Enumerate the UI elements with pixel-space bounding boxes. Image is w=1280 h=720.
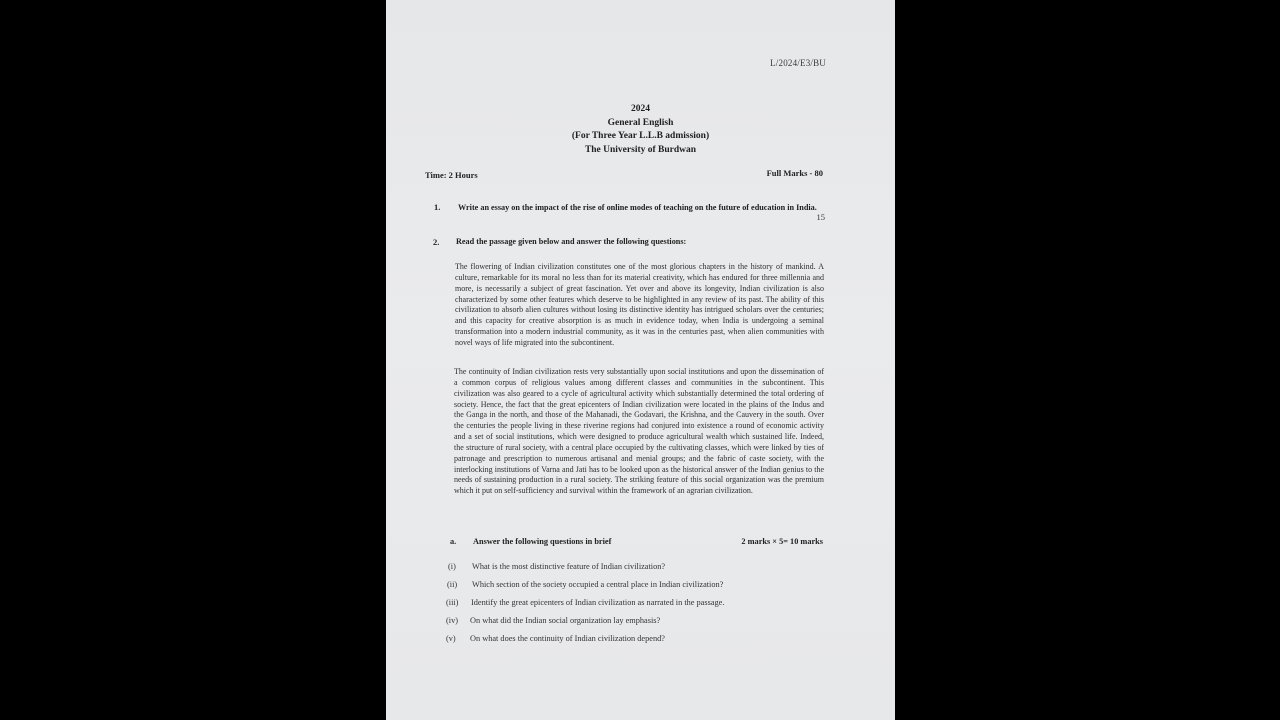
heading-course: (For Three Year L.L.B admission) [571,131,710,141]
sub-question-label: a. [450,537,457,546]
heading-university: The University of Burdwan [584,144,697,155]
question-marks: 15 [816,212,825,222]
sub-question-number: (iii) [446,598,459,607]
sub-question-text: On what did the Indian social organization lay emphasis? [470,616,661,625]
question-text: Write an essay on the impact of the rise of online modes of teaching on the future of education in India. [458,203,817,212]
exam-paper-page [386,0,895,720]
sub-question-text: On what does the continuity of Indian civilization depend? [470,634,665,643]
sub-question-text: What is the most distinctive feature of Indian civilization? [472,562,666,571]
passage-paragraph: The continuity of Indian civilization rests very substantially upon social institutions and upon the dissemination of a common corpus of religious values among different classes and communities in the subcontinent. This civilization was also geared to a cycle of agricultural activity which substantially determined the total ordering of society. Hence, the fact that the great epicenters of Indian civilization were located in the plains of the Indus and the Ganga in the north, and those of the Mahanadi, the Godavari, the Krishna, and the Cauvery in the south. Over the centuries the people living in these riverine regions had conjured into existence a round of economic activity and a set of social institutions, which were designed to produce agricultural wealth which sustained life. Indeed, the structure of rural society, with a central place occupied by the cultivating classes, which were linked by ties of patronage and prescription to numerous artisanal and menial groups; and the fabric of caste society, with the interlocking institutions of Varna and Jati has to be looked upon as the historical answer of the Indian genius to the needs of sustaining production in a rural society. The striking feature of this social organization was the premium which it put on self-sufficiency and survival within the framework of an agrarian civilization. [454,367,824,496]
sub-question-number: (i) [448,562,456,571]
sub-question-number: (v) [446,634,456,643]
sub-question-text: Which section of the society occupied a central place in Indian civilization? [472,580,724,589]
full-marks: Full Marks - 80 [766,168,823,178]
sub-question-instruction: Answer the following questions in brief [473,537,612,546]
passage-paragraph: The flowering of Indian civilization constitutes one of the most glorious chapters in the history of mankind. A culture, remarkable for its moral no less than for its material creativity, which has endured for three millennia and more, is necessarily a subject of great fascination. Yet over and above its longevity, Indian civilization is also characterized by some other features which deserve to be highlighted in any review of its past. The ability of this civilization to absorb alien cultures without losing its distinctive identity has intrigued scholars over the centuries; and this capacity for creative absorption is as much in evidence today, when India is undergoing a seminal transformation into a modern industrial community, as it was in the centuries past, when alien communities with novel ways of life migrated into the subcontinent. [455,262,824,347]
heading-year: 2024 [631,104,650,114]
heading-subject: General English [607,117,674,128]
question-text: Read the passage given below and answer the following questions: [456,237,687,246]
sub-question-number: (iv) [446,616,458,625]
paper-heading [386,103,895,157]
paper-code: L/2024/E3/BU [770,58,826,68]
sub-question-text: Identify the great epicenters of Indian civilization as narrated in the passage. [471,598,725,607]
question-number: 1. [434,202,441,212]
sub-question-number: (ii) [447,580,458,589]
question-number: 2. [433,237,440,247]
time-allowed: Time: 2 Hours [425,170,478,180]
sub-question-marks: 2 marks × 5= 10 marks [741,537,823,546]
